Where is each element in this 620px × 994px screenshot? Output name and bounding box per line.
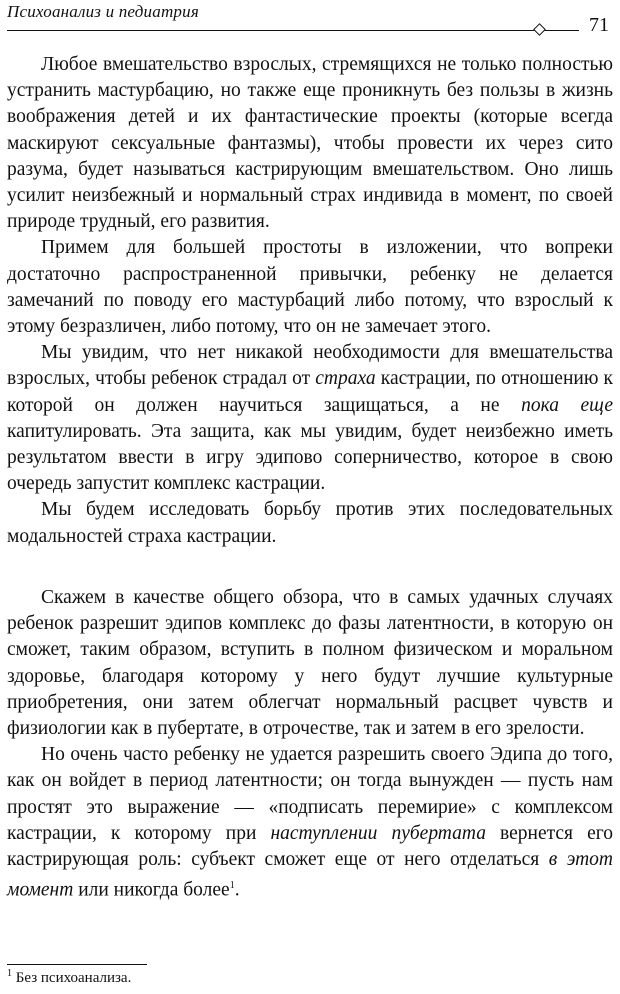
paragraph-3 [7,340,613,497]
header-rule [7,30,579,31]
footnote-text: Без психоанализа. [15,970,132,986]
header-rule-diamond-ornament [533,23,546,36]
paragraph-3-emphasis-1: страха [315,368,376,390]
paragraph-6-text-a: Но очень часто ребенку не удается разрешить своего Эдипа до того, как он войдет в период латентности; он тогда вынужден — пусть нам простят это выражение — «подписать перемирие» с комплексом кастрации, к которому при [7,744,613,844]
paragraph-6-text-c: или никогда более [73,879,230,901]
paragraph-3-emphasis-2: пока еще [521,394,613,416]
page-number: 71 [589,14,609,36]
footnote-reference[interactable]: 1 [229,880,235,892]
paragraph-3-text-c: капитулировать. Эта защита, как мы увидим, будет неизбежно иметь результатом ввести в игру эдипово соперничество, которое в свою очередь запустит комплекс кастрации. [7,420,613,495]
paragraph-6-text-b: вернется его кастрирующая роль: субъект сможет еще от него отделаться [7,822,614,871]
paragraph-5: Скажем в качестве общего обзора, что в самых удачных случаях ребенок разрешит эдипов комплекс до фазы латентности, в которую он сможет, таким образом, вступить в полном физическом и моральном здоровье, благодаря которому у него будут лучшие культурные приобретения, они затем облегчат нормальный расцвет чувств и физиологии как в пубертате, в отрочестве, так и затем в его зрелости. [7,587,613,740]
paragraph-6 [7,742,613,904]
paragraph-1: Любое вмешательство взрослых, стремящихся не только полностью устранить мастурбацию, но также еще проникнуть без пользы в жизнь воображения детей и их фантастические проекты (которые всегда маскируют сексуальные фантазмы), чтобы провести их через сито разума, будет называться кастрирующим вмешательством. Оно лишь усилит неизбежный и нормальный страх индивида в момент, по своей природе трудный, его развития. [7,54,613,233]
text-block-1 [7,52,613,550]
paragraph-3-text-b: кастрации, по отношению к которой он должен научиться защищаться, а не [7,368,613,416]
paragraph-2: Примем для большей простоты в изложении, что вопреки достаточно распространенной привычки, ребенку не делается замечаний по поводу его мастурбаций либо потому, что взрослый к этому безразличен, либо потому, что он не замечает этого. [7,237,613,338]
footnote-marker: 1 [7,968,12,979]
paragraph-3-text-a: Мы увидим, что нет никакой необходимости для вмешательства взрослых, чтобы ребенок страдал от [7,342,613,390]
paragraph-6-text-d: . [234,879,240,901]
page-header [7,2,613,42]
paragraph-4: Мы будем исследовать борьбу против этих последовательных модальностей страха кастрации. [7,499,613,547]
paragraph-6-emphasis-2: в этот момент [7,849,613,901]
footnote-rule [7,964,147,965]
footnote [7,968,131,987]
running-head: Психоанализ и педиатрия [7,2,199,21]
text-block-2 [7,585,613,904]
paragraph-6-emphasis-1: наступлении пубертата [270,822,486,844]
